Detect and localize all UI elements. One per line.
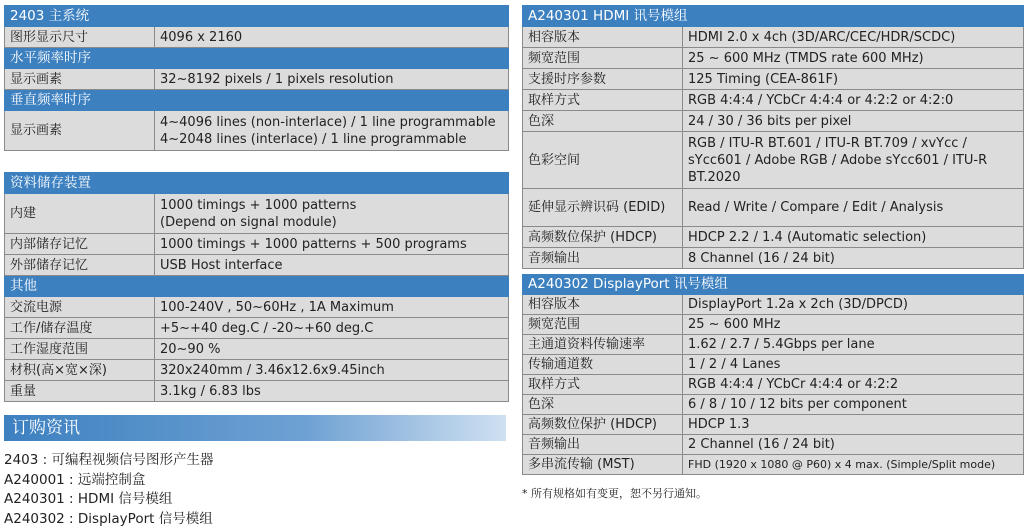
spec-value: 320x240mm / 3.46x12.6x9.45inch <box>155 360 509 381</box>
spec-value: Read / Write / Compare / Edit / Analysis <box>683 189 1024 227</box>
spec-row <box>523 227 1024 248</box>
spec-value: 100-240V , 50~60Hz , 1A Maximum <box>155 297 509 318</box>
spec-row <box>523 395 1024 415</box>
order-item: 2403 : 可编程视频信号图形产生器 <box>4 452 214 468</box>
disclaimer-note: * 所有规格如有变更，恕不另行通知。 <box>522 487 707 500</box>
spec-label: 频宽范围 <box>523 48 683 69</box>
spec-value: 1.62 / 2.7 / 5.4Gbps per lane <box>683 335 1024 355</box>
system-header: 2403 主系统 <box>5 6 509 27</box>
spec-row <box>5 111 509 151</box>
spec-label: 内部储存记忆 <box>5 234 155 255</box>
h-timing-header: 水平频率时序 <box>5 48 509 69</box>
spec-row <box>523 48 1024 69</box>
hdmi-header: A240301 HDMI 讯号模组 <box>523 6 1024 27</box>
spec-row <box>523 90 1024 111</box>
spec-label: 延伸显示辨识码 (EDID) <box>523 189 683 227</box>
spec-row <box>523 295 1024 315</box>
order-info-title: 订购资讯 <box>4 415 506 441</box>
spec-row <box>5 339 509 360</box>
spec-value: 25 ~ 600 MHz <box>683 315 1024 335</box>
spec-value <box>155 194 509 234</box>
spec-label: 音频输出 <box>523 435 683 455</box>
spec-label: 色深 <box>523 395 683 415</box>
spec-row <box>5 69 509 90</box>
section-header-row <box>5 90 509 111</box>
spec-value: 1000 timings + 1000 patterns + 500 programs <box>155 234 509 255</box>
spec-row <box>523 69 1024 90</box>
spec-value: 25 ~ 600 MHz (TMDS rate 600 MHz) <box>683 48 1024 69</box>
spec-row <box>523 132 1024 189</box>
spec-row <box>523 455 1024 475</box>
spec-row <box>5 27 509 48</box>
spec-label: 工作湿度范围 <box>5 339 155 360</box>
spec-label: 图形显示尺寸 <box>5 27 155 48</box>
spec-label: 频宽范围 <box>523 315 683 335</box>
spec-label: 重量 <box>5 381 155 402</box>
spec-label: 相容版本 <box>523 295 683 315</box>
spec-value: +5~+40 deg.C / -20~+60 deg.C <box>155 318 509 339</box>
spec-label: 支援时序参数 <box>523 69 683 90</box>
spec-row <box>523 315 1024 335</box>
other-header: 其他 <box>5 276 509 297</box>
spec-value-line: 4~2048 lines (interlace) / 1 line programmable <box>160 131 467 147</box>
spec-value-line: 1000 timings + 1000 patterns <box>160 197 357 213</box>
spec-label: 色彩空间 <box>523 132 683 189</box>
order-item: A240301 : HDMI 信号模组 <box>4 491 173 507</box>
spec-row <box>523 335 1024 355</box>
spec-row <box>5 318 509 339</box>
spec-value: RGB / ITU-R BT.601 / ITU-R BT.709 / xvYcc / sYcc601 / Adobe RGB / Adobe sYcc601 / ITU-R BT.2020 <box>683 132 1024 189</box>
spec-row <box>5 297 509 318</box>
spec-label: 外部储存记忆 <box>5 255 155 276</box>
spec-row <box>523 375 1024 395</box>
spec-value: 24 / 30 / 36 bits per pixel <box>683 111 1024 132</box>
spec-row <box>5 255 509 276</box>
spec-label: 多串流传输 (MST) <box>523 455 683 475</box>
spec-value: DisplayPort 1.2a x 2ch (3D/DPCD) <box>683 295 1024 315</box>
spec-value: USB Host interface <box>155 255 509 276</box>
order-item: A240001 : 远端控制盒 <box>4 471 146 488</box>
spec-label: 音频输出 <box>523 248 683 269</box>
spec-label: 高频数位保护 (HDCP) <box>523 415 683 435</box>
spec-row <box>523 27 1024 48</box>
dp-header: A240302 DisplayPort 讯号模组 <box>523 275 1024 295</box>
system-spec-table <box>4 5 509 151</box>
spec-value: 4096 x 2160 <box>155 27 509 48</box>
spec-label: 主通道资料传输速率 <box>523 335 683 355</box>
spec-label: 色深 <box>523 111 683 132</box>
spec-label: 取样方式 <box>523 90 683 111</box>
spec-row <box>5 381 509 402</box>
section-header-row <box>523 275 1024 295</box>
spec-label: 工作/储存温度 <box>5 318 155 339</box>
spec-label: 高频数位保护 (HDCP) <box>523 227 683 248</box>
spec-row <box>523 189 1024 227</box>
hdmi-module-table <box>522 5 1024 269</box>
spec-value: RGB 4:4:4 / YCbCr 4:4:4 or 4:2:2 or 4:2:0 <box>683 90 1024 111</box>
spec-value: FHD (1920 x 1080 @ P60) x 4 max. (Simple/Split mode) <box>683 455 1024 475</box>
spec-value: 3.1kg / 6.83 lbs <box>155 381 509 402</box>
spec-value: 32~8192 pixels / 1 pixels resolution <box>155 69 509 90</box>
spec-row <box>523 248 1024 269</box>
order-item: A240302 : DisplayPort 信号模组 <box>4 510 213 527</box>
spec-label: 传输通道数 <box>523 355 683 375</box>
spec-row <box>523 415 1024 435</box>
section-header-row <box>5 48 509 69</box>
spec-value: HDCP 2.2 / 1.4 (Automatic selection) <box>683 227 1024 248</box>
dp-module-table <box>522 274 1024 475</box>
order-list <box>4 451 214 529</box>
spec-row <box>523 111 1024 132</box>
spec-value-line: 4~4096 lines (non-interlace) / 1 line programmable <box>160 114 496 130</box>
spec-row <box>5 360 509 381</box>
section-header-row <box>523 6 1024 27</box>
spec-value: RGB 4:4:4 / YCbCr 4:4:4 or 4:2:2 <box>683 375 1024 395</box>
spec-value-line: (Depend on signal module) <box>160 214 337 230</box>
spec-value: 20~90 % <box>155 339 509 360</box>
spec-label: 内建 <box>5 194 155 234</box>
spec-value: 1 / 2 / 4 Lanes <box>683 355 1024 375</box>
spec-row <box>5 194 509 234</box>
storage-spec-table <box>4 172 509 402</box>
spec-label: 材积(高×宽×深) <box>5 360 155 381</box>
spec-value: 8 Channel (16 / 24 bit) <box>683 248 1024 269</box>
spec-row <box>523 435 1024 455</box>
spec-value: 6 / 8 / 10 / 12 bits per component <box>683 395 1024 415</box>
spec-label: 显示画素 <box>5 111 155 151</box>
spec-label: 显示画素 <box>5 69 155 90</box>
spec-label: 相容版本 <box>523 27 683 48</box>
section-header-row <box>5 6 509 27</box>
spec-value: 2 Channel (16 / 24 bit) <box>683 435 1024 455</box>
spec-value: HDMI 2.0 x 4ch (3D/ARC/CEC/HDR/SCDC) <box>683 27 1024 48</box>
storage-header: 资料储存装置 <box>5 173 509 194</box>
spec-value: 125 Timing (CEA-861F) <box>683 69 1024 90</box>
v-timing-header: 垂直频率时序 <box>5 90 509 111</box>
spec-label: 交流电源 <box>5 297 155 318</box>
spec-value: HDCP 1.3 <box>683 415 1024 435</box>
spec-label: 取样方式 <box>523 375 683 395</box>
spec-row <box>5 234 509 255</box>
section-header-row <box>5 173 509 194</box>
spec-value <box>155 111 509 151</box>
spec-row <box>523 355 1024 375</box>
section-header-row <box>5 276 509 297</box>
